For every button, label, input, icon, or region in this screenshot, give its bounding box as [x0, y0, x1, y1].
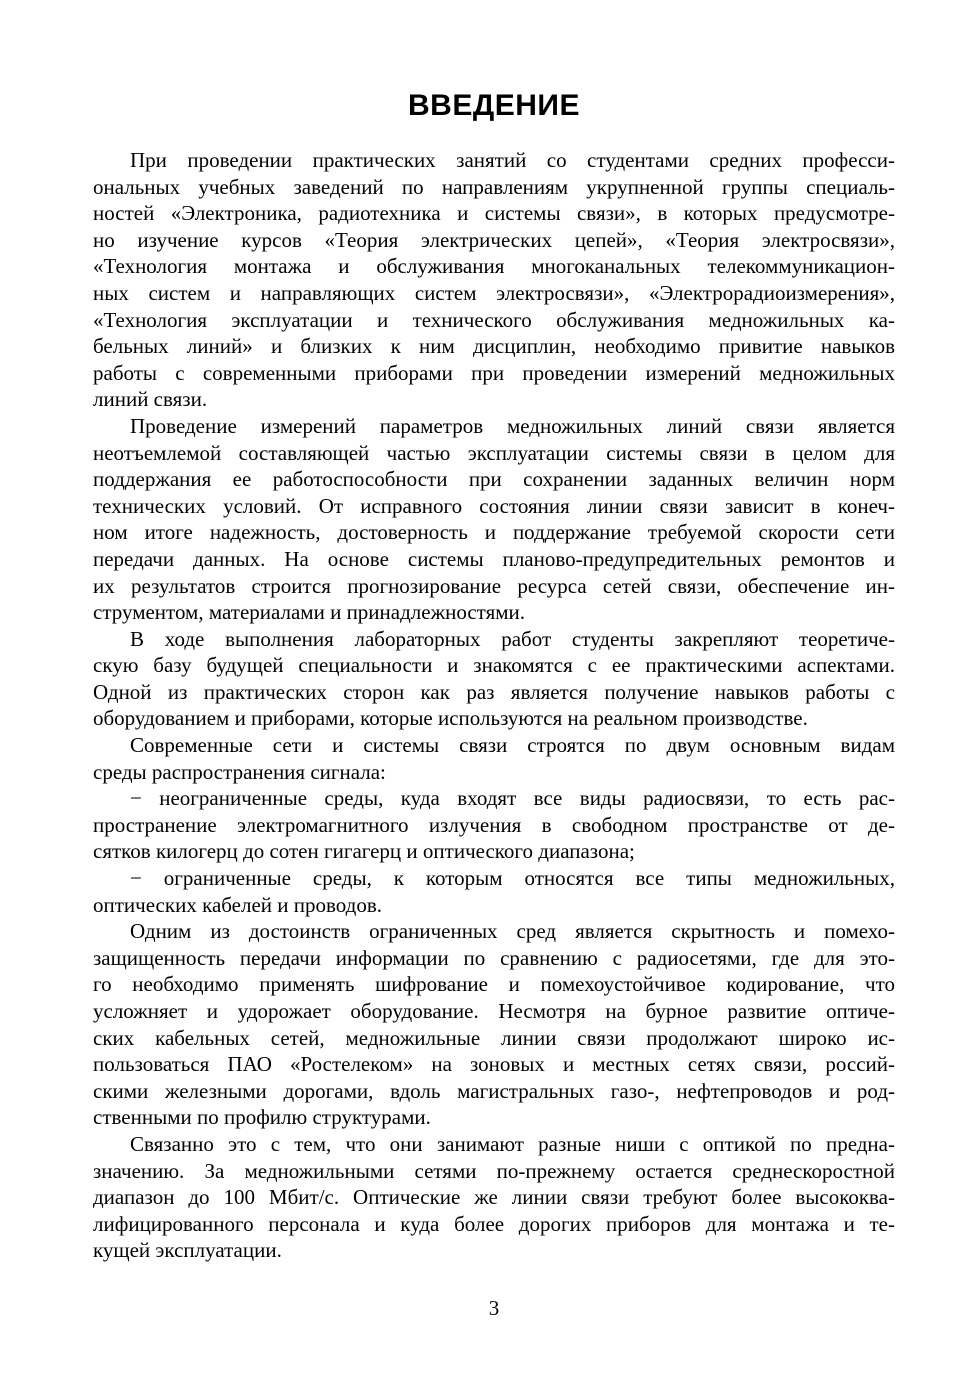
text-line: бельных линий» и близких к ним дисциплин, необходимо привитие навыков — [93, 334, 895, 359]
paragraph — [93, 1131, 895, 1264]
paragraph — [93, 785, 895, 865]
text-line: ональных учебных заведений по направлениям укрупненной группы специаль- — [93, 174, 895, 199]
page-number: 3 — [488, 1296, 500, 1320]
text-line: пространение электромагнитного излучения в свободном пространстве от де- — [93, 812, 895, 837]
text-line: их результатов строится прогнозирование ресурса сетей связи, обеспечение ин- — [93, 573, 895, 598]
text-line: «Технология эксплуатации и технического обслуживания медножильных ка- — [93, 307, 895, 332]
text-line: При проведении практических занятий со студентами средних професси- — [130, 148, 895, 172]
text-line: усложняет и удорожает оборудование. Несмотря на бурное развитие оптиче- — [93, 999, 895, 1023]
text-line: ственными по профилю структурами. — [93, 1105, 431, 1130]
text-line: работы с современными приборами при проведении измерений медножильных — [93, 360, 895, 385]
text-line: оборудованием и приборами, которые используются на реальном производстве. — [93, 706, 808, 731]
text-line: Проведение измерений параметров медножильных линий связи является — [130, 413, 895, 438]
text-line: лифицированного персонала и куда более дорогих приборов для монтажа и те- — [93, 1211, 895, 1236]
paragraph — [93, 147, 895, 413]
text-line: значению. За медножильными сетями по-прежнему остается среднескоростной — [93, 1158, 895, 1183]
text-line: кущей эксплуатации. — [93, 1238, 282, 1263]
text-line: Одним из достоинств ограниченных сред является скрытность и помехо- — [130, 919, 895, 944]
text-line: − ограниченные среды, к которым относятся все типы медножильных, — [130, 866, 895, 891]
paragraph — [93, 626, 895, 732]
text-line: сятков килогерц до сотен гигагерц и оптического диапазона; — [93, 839, 635, 864]
text-line: струментом, материалами и принадлежностями. — [93, 600, 526, 625]
paragraph — [93, 732, 895, 785]
text-line: технических условий. От исправного состояния линии связи зависит в конеч- — [93, 493, 895, 518]
text-line: передачи данных. На основе системы планово-предупредительных ремонтов и — [93, 546, 895, 571]
text-line: Современные сети и системы связи строятся по двум основным видам — [130, 733, 895, 758]
text-line: линий связи. — [93, 387, 208, 412]
text-line: диапазон до 100 Мбит/с. Оптические же линии связи требуют более высококва- — [93, 1185, 895, 1210]
text-line: Одной из практических сторон как раз является получение навыков работы с — [93, 679, 895, 704]
text-line: − неограниченные среды, куда входят все виды радиосвязи, то есть рас- — [130, 786, 895, 811]
paragraph — [93, 918, 895, 1131]
text-line: го необходимо применять шифрование и помехоустойчивое кодирование, что — [93, 972, 895, 997]
paragraph — [93, 413, 895, 626]
paragraph — [93, 865, 895, 918]
text-line: оптических кабелей и проводов. — [93, 892, 383, 917]
text-line: среды распространения сигнала: — [93, 759, 386, 784]
text-line: ностей «Электроника, радиотехника и системы связи», в которых предусмотре- — [93, 201, 895, 226]
text-line: Связанно это с тем, что они занимают разные ниши с оптикой по предна- — [130, 1131, 895, 1156]
text-line: ных систем и направляющих систем электросвязи», «Электрорадиоизмерения», — [93, 280, 895, 305]
text-line: ских кабельных сетей, медножильные линии связи продолжают широко ис- — [93, 1025, 895, 1050]
text-line: пользоваться ПАО «Ростелеком» на зоновых и местных сетях связи, россий- — [93, 1052, 895, 1077]
text-line: ном итоге надежность, достоверность и поддержание требуемой скорости сети — [93, 520, 895, 545]
body-text — [93, 147, 895, 1264]
text-line: «Технология монтажа и обслуживания многоканальных телекоммуникацион- — [93, 254, 895, 279]
text-line: В ходе выполнения лабораторных работ студенты закрепляют теоретиче- — [130, 626, 895, 651]
text-line: но изучение курсов «Теория электрических цепей», «Теория электросвязи», — [93, 227, 895, 252]
text-line: скими железными дорогами, вдоль магистральных газо-, нефтепроводов и род- — [93, 1078, 895, 1103]
text-line: неотъемлемой составляющей частью эксплуатации системы связи в целом для — [93, 440, 895, 465]
page-title: ВВЕДЕНИЕ — [408, 89, 580, 122]
text-line: поддержания ее работоспособности при сохранении заданных величин норм — [93, 467, 895, 492]
text-line: защищенность передачи информации по сравнению с радиосетями, где для это- — [93, 945, 895, 970]
text-line: скую базу будущей специальности и знакомятся с ее практическими аспектами. — [93, 653, 895, 678]
